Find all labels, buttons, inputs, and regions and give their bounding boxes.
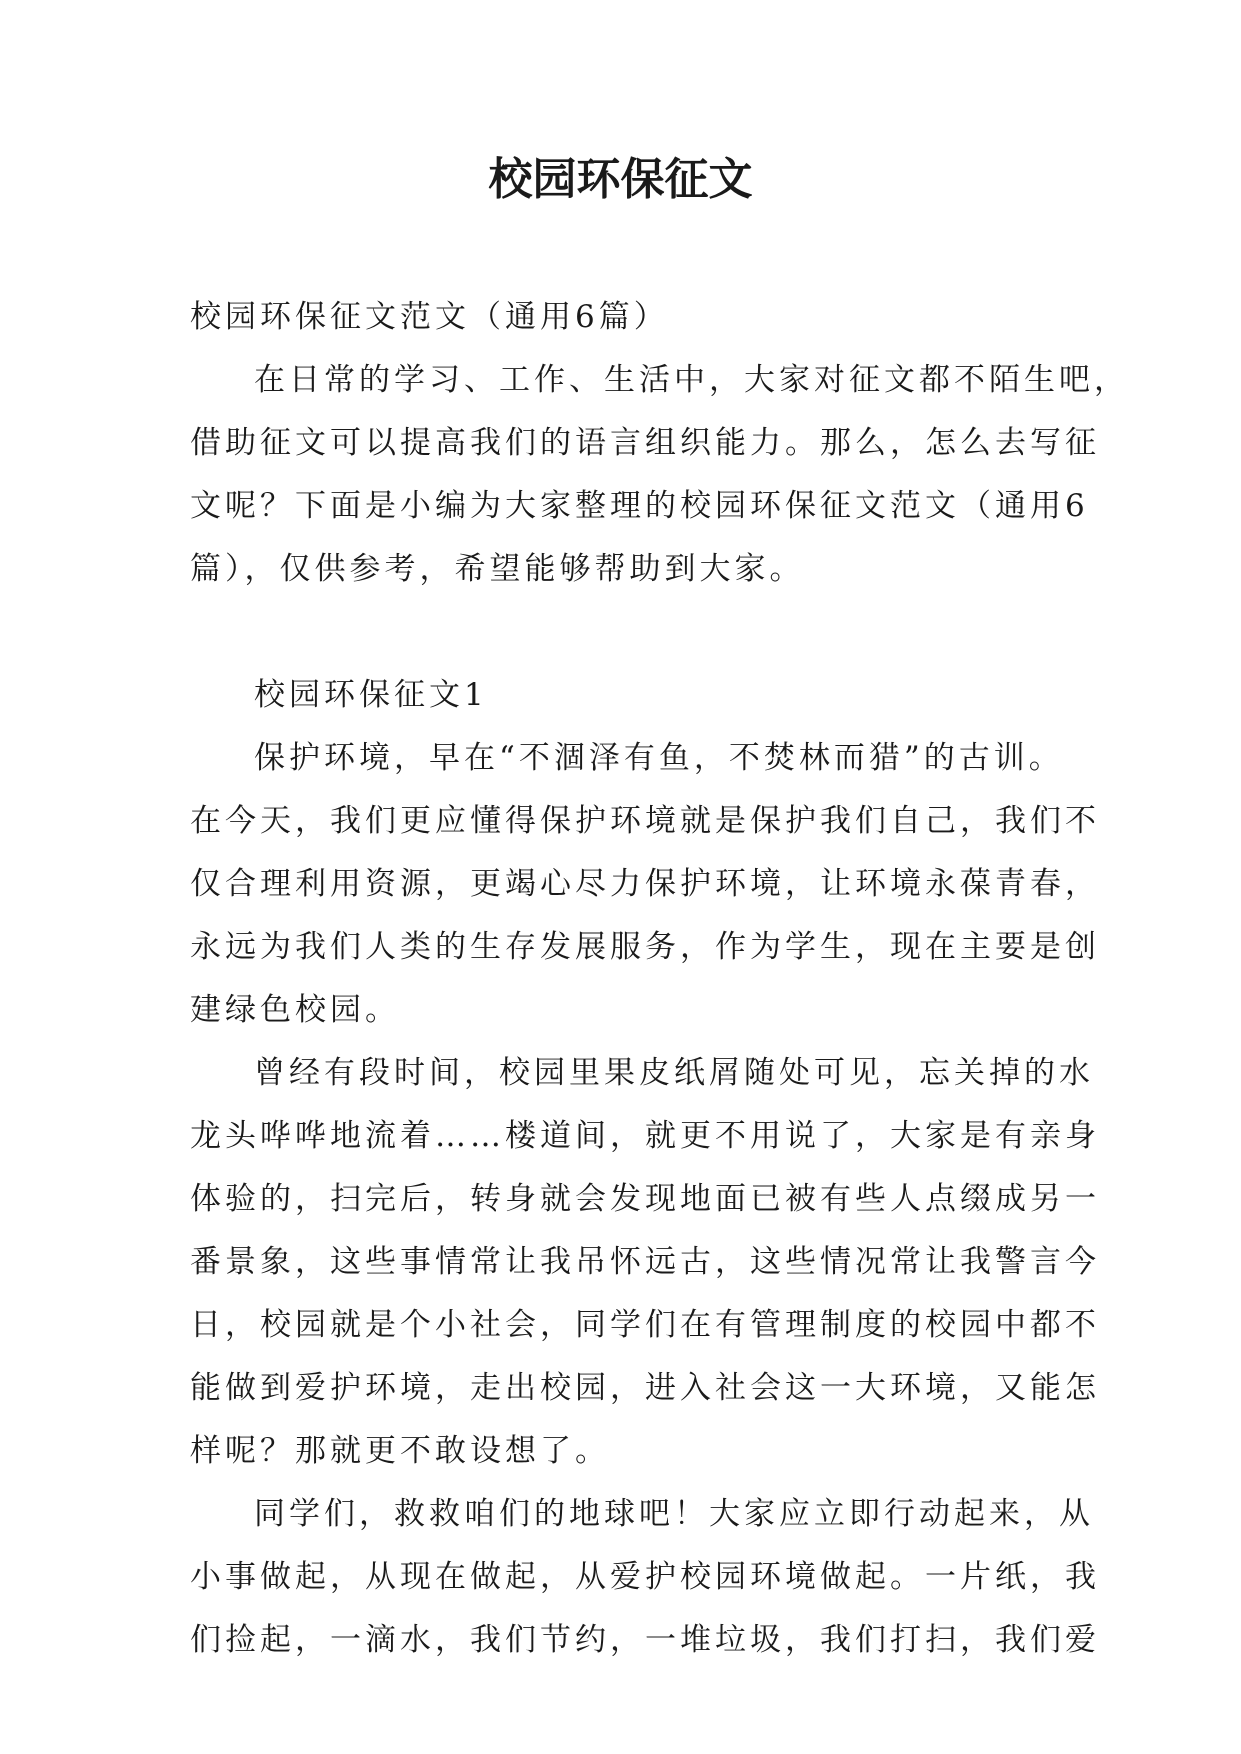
paragraph-3 — [190, 1483, 1100, 1672]
paragraph-line: 仅合理利用资源，更竭心尽力保护环境，让环境永葆青春， — [190, 866, 1100, 902]
paragraph-line: 借助征文可以提高我们的语言组织能力。那么，怎么去写征 — [190, 425, 1100, 461]
paragraph-line: 建绿色校园。 — [190, 992, 400, 1028]
paragraph-line: 文呢？下面是小编为大家整理的校园环保征文范文（通用6 — [190, 488, 1089, 524]
paragraph-line: 们捡起，一滴水，我们节约，一堆垃圾，我们打扫，我们爱 — [190, 1622, 1100, 1658]
paragraph-line: 篇），仅供参考，希望能够帮助到大家。 — [190, 551, 805, 587]
paragraph-line: 样呢？那就更不敢设想了。 — [190, 1433, 610, 1469]
paragraph-line: 永远为我们人类的生存发展服务，作为学生，现在主要是创 — [190, 929, 1100, 965]
paragraph-line: 小事做起，从现在做起，从爱护校园环境做起。一片纸，我 — [190, 1559, 1100, 1595]
paragraph-line: 日，校园就是个小社会，同学们在有管理制度的校园中都不 — [190, 1307, 1100, 1343]
paragraph-line: 保护环境，早在“不涸泽有鱼，不焚林而猎”的古训。 — [254, 740, 1064, 776]
paragraph-line: 龙头哗哗地流着……楼道间，就更不用说了，大家是有亲身 — [190, 1118, 1100, 1154]
paragraph-1 — [190, 727, 1100, 1042]
paragraph-line: 番景象，这些事情常让我吊怀远古，这些情况常让我警言今 — [190, 1244, 1100, 1280]
paragraph-line: 能做到爱护环境，走出校园，进入社会这一大环境，又能怎 — [190, 1370, 1100, 1406]
document-title: 校园环保征文 — [488, 154, 753, 205]
blank-line — [190, 601, 1070, 664]
document-body — [190, 286, 1129, 1672]
paragraph-line: 曾经有段时间，校园里果皮纸屑随处可见，忘关掉的水 — [254, 1055, 1094, 1091]
paragraph-line: 体验的，扫完后，转身就会发现地面已被有些人点缀成另一 — [190, 1181, 1100, 1217]
paragraph-line: 在今天，我们更应懂得保护环境就是保护我们自己，我们不 — [190, 803, 1100, 839]
section-heading: 校园环保征文1 — [254, 677, 488, 713]
paragraph-line: 在日常的学习、工作、生活中，大家对征文都不陌生吧， — [254, 362, 1129, 398]
document-subtitle: 校园环保征文范文（通用6篇） — [190, 299, 669, 335]
paragraph-line: 同学们，救救咱们的地球吧！大家应立即行动起来，从 — [254, 1496, 1094, 1532]
paragraph-2 — [190, 1042, 1100, 1483]
intro-paragraph — [190, 349, 1129, 601]
